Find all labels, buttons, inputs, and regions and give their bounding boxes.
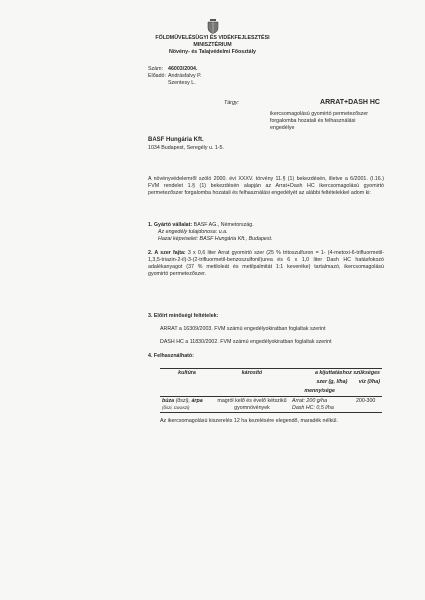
ministry-name-2: MINISZTÉRIUM xyxy=(193,42,232,49)
col-pest: károsító xyxy=(214,369,290,397)
handler-1: Andrásfalvy P. xyxy=(168,72,202,79)
culture-name: búza xyxy=(162,397,175,404)
col-application-group: a kijuttatáshoz szükséges xyxy=(290,369,382,378)
addressee-address: 1034 Budapest, Seregély u. 1-5. xyxy=(148,144,224,151)
culture-cell xyxy=(160,396,214,413)
addressee xyxy=(148,137,224,152)
dose-cell xyxy=(290,396,349,413)
ministry-name: FÖLDMŰVELÉSÜGYI ÉS VIDÉKFEJLESZTÉSI xyxy=(155,35,270,41)
handler-label: Előadó: xyxy=(148,72,166,79)
coat-of-arms-icon xyxy=(206,18,220,34)
directorate-name: Növény- és Talajvédelmi Főosztály xyxy=(168,49,257,56)
quality-line-2: DASH HC a 11830/2002. FVM számú engedélyokiratban foglaltak szerint xyxy=(160,338,332,345)
section-3-heading: 3. Előírt minőségi feltételek: xyxy=(148,313,219,319)
table-row xyxy=(160,396,382,413)
dose-2: Dash HC: 0,5 l/ha xyxy=(292,404,334,411)
reference-number: 46003/2004. xyxy=(168,66,198,72)
subject-title: ARRAT+DASH HC xyxy=(320,99,380,106)
col-quantity: mennyisége xyxy=(290,387,349,396)
owner-label: Az engedély tulajdonosa: xyxy=(158,228,218,235)
reference-block xyxy=(148,66,201,87)
section-4-heading: 4. Felhasználható: xyxy=(148,353,194,359)
intro-paragraph: A növényvédelemről szóló 2000. évi XXXV. törvény 11.§ (1) bekezdésén, illetve a 6/2001. (I.16.) FVM rendelet 1.§ (1) bekezdésén alapján az Arrat+Dash HC ikercsomagolású gyomirtó permetezőszer forgalomba hozatali és felhasználási engedélyét az alábbi feltételekkel adom ki: xyxy=(148,176,384,196)
ministry-header xyxy=(120,35,305,56)
handler-2: Szentesy L. xyxy=(168,79,196,86)
col-water: víz (l/ha) xyxy=(358,378,380,385)
subject-block xyxy=(270,98,380,132)
section-manufacturer xyxy=(148,222,384,243)
water-cell: 200-300 xyxy=(349,396,382,413)
culture-sub: (őszi, tavaszi) xyxy=(162,404,190,410)
quality-line-1: ARRAT a 16309/2003. FVM számú engedélyokiratban foglaltak szerint xyxy=(160,325,326,332)
representative-label: Hazai képviselet: xyxy=(158,235,199,242)
pest-cell: magról kelő és évelő kétszikű gyomnövények xyxy=(214,396,290,413)
section-quality xyxy=(148,313,384,346)
section-2-heading: 2. A szer fajta: xyxy=(148,250,186,256)
representative: BASF Hungária Kft., Budapest. xyxy=(199,235,273,242)
manufacturer: BASF AG., Németország. xyxy=(193,222,254,228)
number-label: Szám: xyxy=(148,66,164,72)
culture-name-2: árpa xyxy=(191,397,203,404)
culture-note: (őszi), xyxy=(175,397,190,404)
dose-1: Arrat: 200 g/ha xyxy=(292,397,328,404)
footer-note: Az ikercsomagolású kiszerelés 12 ha kezelésére elegendő, maradék nélkül. xyxy=(160,418,338,424)
section-1-heading: 1. Gyártó vállalat: xyxy=(148,222,193,228)
owner: u.a. xyxy=(218,228,228,235)
product-description: 3 x 0,6 liter Arrat gyomirtó szer (25 % tritoszulfuron = 1- (4-metoxi-6-trifluormetil-1,3,5-triazin-2-il)-3-(2-trifluormetil-benzoszulfonil)urea és 6 x 1,0 liter Dash HC hatásfokozó adalékanyagot (37 % metiloleát és metilpalmitát 1:1 keveréke) tartalmazó, ikercsomagolású gyomirtó permetezőszer. xyxy=(148,250,384,277)
subject-label: Tárgy: xyxy=(224,100,240,106)
addressee-name: BASF Hungária Kft. xyxy=(148,137,204,143)
subject-description: ikercsomagolású gyomirtó permetezőszer forgalomba hozatali és felhasználási engedélye xyxy=(270,111,369,131)
section-product-type xyxy=(148,250,384,278)
usage-table xyxy=(160,368,382,413)
col-dose: szer (g, l/ha) xyxy=(316,378,348,385)
col-culture: kultúra xyxy=(160,369,214,397)
section-usage xyxy=(148,353,384,360)
